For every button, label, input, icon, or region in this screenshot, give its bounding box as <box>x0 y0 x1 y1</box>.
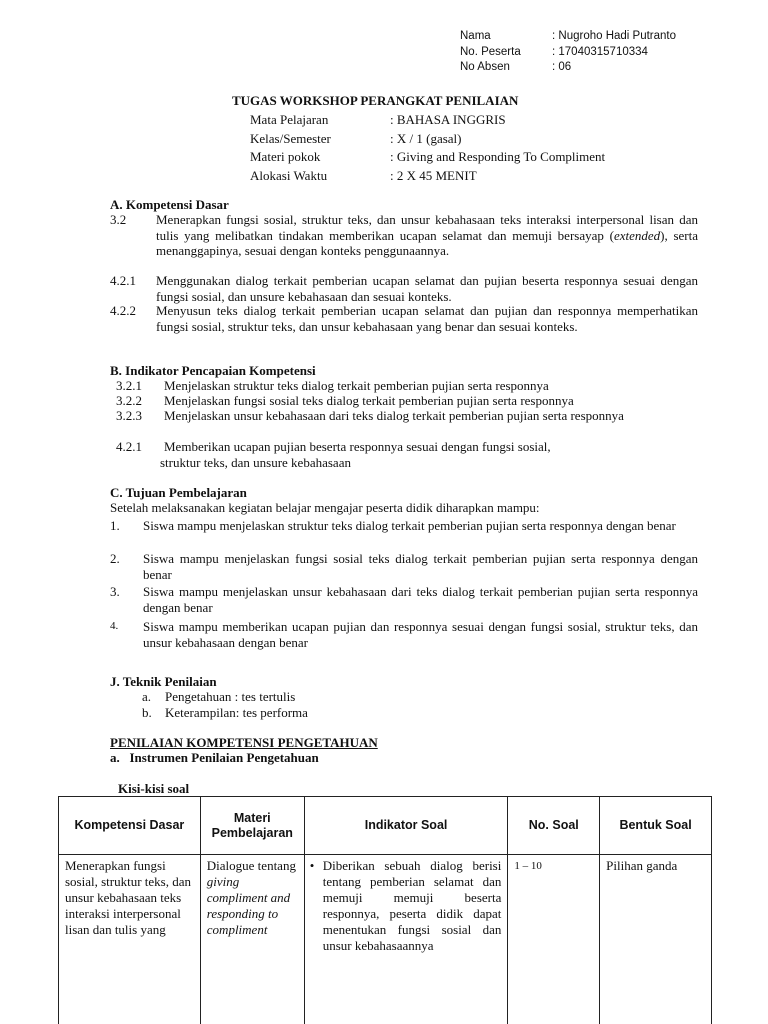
cell-indikator <box>304 855 508 1024</box>
header-no-soal: No. Soal <box>508 797 600 855</box>
cell-no-soal: 1 – 10 <box>508 855 600 1024</box>
kd-num: 4.2.1 <box>110 273 136 288</box>
teknik-item <box>142 689 295 705</box>
cell-kompetensi: Menerapkan fungsi sosial, struktur teks, dan unsur kebahasaan teks interaksi interpersonal lisan dan tulis yang <box>59 855 201 1024</box>
ipk-text: Memberikan ucapan pujian beserta responnya sesuai dengan fungsi sosial, <box>164 439 551 454</box>
identity-row-peserta: No. Peserta : 17040315710334 <box>460 45 648 58</box>
table-header-row <box>59 797 712 855</box>
info-row: Kelas/Semester : X / 1 (gasal) <box>250 130 462 146</box>
tujuan-item <box>110 619 698 650</box>
teknik-text: Pengetahuan : tes tertulis <box>165 689 296 704</box>
info-row: Alokasi Waktu : 2 X 45 MENIT <box>250 167 477 183</box>
tujuan-text: Siswa mampu menjelaskan struktur teks dialog terkait pemberian pujian serta responnya dengan benar <box>143 518 676 533</box>
section-b-heading: B. Indikator Pencapaian Kompetensi <box>110 363 316 378</box>
header-materi: Materi Pembelajaran <box>200 797 304 855</box>
penilaian-subheading: a. Instrumen Penilaian Pengetahuan <box>110 750 319 765</box>
section-j-heading: J. Teknik Penilaian <box>110 674 217 689</box>
tujuan-item <box>110 551 698 582</box>
identity-row-nama: Nama : Nugroho Hadi Putranto <box>460 30 677 42</box>
kisi-heading: Kisi-kisi soal <box>118 781 190 796</box>
header-indikator: Indikator Soal <box>304 797 508 855</box>
ipk-text-cont: struktur teks, dan unsure kebahasaan <box>160 454 351 470</box>
indikator-bullet: • Diberikan sebuah dialog berisi tentang pemberian selamat dan memuji memuji beserta responnya, peserta didik dapat menentukan fungsi sosial dan unsur kebahasaannya <box>307 858 502 954</box>
tujuan-intro: Setelah melaksanakan kegiatan belajar mengajar peserta didik diharapkan mampu: <box>110 500 540 515</box>
kd-item <box>110 273 698 304</box>
ipk-text: Menjelaskan unsur kebahasaan dari teks dialog terkait pemberian pujian serta responnya <box>164 408 624 423</box>
penilaian-heading: PENILAIAN KOMPETENSI PENGETAHUAN <box>110 735 378 750</box>
tujuan-text: Siswa mampu menjelaskan fungsi sosial teks dialog terkait pemberian pujian serta responnya dengan benar <box>143 551 698 582</box>
ipk-num: 3.2.1 <box>116 378 142 393</box>
kd-item <box>110 212 698 259</box>
cell-bentuk-soal: Pilihan ganda <box>600 855 712 1024</box>
tujuan-item <box>110 584 698 615</box>
kd-text: Menerapkan fungsi sosial, struktur teks, dan unsur kebahasaan teks interaksi interpersonal lisan dan tulis yang melibatkan tindakan memberikan ucapan selamat dan memuji bersayap (extended), serta menanggapinya, sesuai dengan konteks penggunaannya. <box>156 212 698 258</box>
ipk-num: 4.2.1 <box>116 439 142 454</box>
kd-num: 4.2.2 <box>110 303 136 318</box>
kisi-kisi-table <box>58 796 712 1024</box>
page-title: TUGAS WORKSHOP PERANGKAT PENILAIAN <box>232 93 519 108</box>
ipk-num: 3.2.3 <box>116 408 142 423</box>
section-a-heading: A. Kompetensi Dasar <box>110 197 229 212</box>
cell-materi: Dialogue tentang giving compliment and responding to compliment <box>200 855 304 1024</box>
header-kompetensi: Kompetensi Dasar <box>59 797 201 855</box>
info-row: Materi pokok : Giving and Responding To Compliment <box>250 149 606 164</box>
tujuan-num: 1. <box>110 518 120 533</box>
kd-text: Menyusun teks dialog terkait pemberian ucapan selamat dan pujian dan responnya memperhatikan fungsi sosial, struktur teks, dan unsur kebahasaan yang benar dan sesuai konteks. <box>156 303 698 334</box>
tujuan-num: 4. <box>110 620 119 632</box>
ipk-text: Menjelaskan fungsi sosial teks dialog terkait pemberian pujian serta responnya <box>164 393 574 408</box>
ipk-item <box>116 408 698 424</box>
teknik-num: a. <box>142 689 152 704</box>
tujuan-text: Siswa mampu memberikan ucapan pujian dan responnya sesuai dengan fungsi sosial, struktur teks, dan unsur kebahasaan dengan benar <box>143 619 698 650</box>
tujuan-num: 3. <box>110 584 120 599</box>
table-row <box>59 855 712 1024</box>
tujuan-text: Siswa mampu menjelaskan unsur kebahasaan dari teks dialog terkait pemberian pujian serta responnya dengan benar <box>143 584 698 615</box>
teknik-text: Keterampilan: tes performa <box>165 705 308 720</box>
ipk-item <box>116 393 698 409</box>
ipk-text: Menjelaskan struktur teks dialog terkait pemberian pujian serta responnya <box>164 378 549 393</box>
kd-item <box>110 303 698 334</box>
ipk-item <box>116 378 698 394</box>
header-bentuk-soal: Bentuk Soal <box>600 797 712 855</box>
tujuan-num: 2. <box>110 551 120 566</box>
identity-block <box>460 29 676 76</box>
kd-num: 3.2 <box>110 212 127 227</box>
subject-info <box>250 111 605 185</box>
ipk-num: 3.2.2 <box>116 393 142 408</box>
kd-text: Menggunakan dialog terkait pemberian ucapan selamat dan pujian beserta responnya sesuai dengan fungsi sosial, dan unsure kebahasaan dan sesuai konteks. <box>156 273 698 304</box>
teknik-item <box>142 705 308 721</box>
identity-row-absen: No Absen : 06 <box>460 61 572 73</box>
teknik-num: b. <box>142 705 152 720</box>
tujuan-item <box>110 518 698 534</box>
section-c-heading: C. Tujuan Pembelajaran <box>110 485 247 500</box>
info-row: Mata Pelajaran : BAHASA INGGRIS <box>250 112 506 127</box>
ipk-item <box>116 439 698 470</box>
